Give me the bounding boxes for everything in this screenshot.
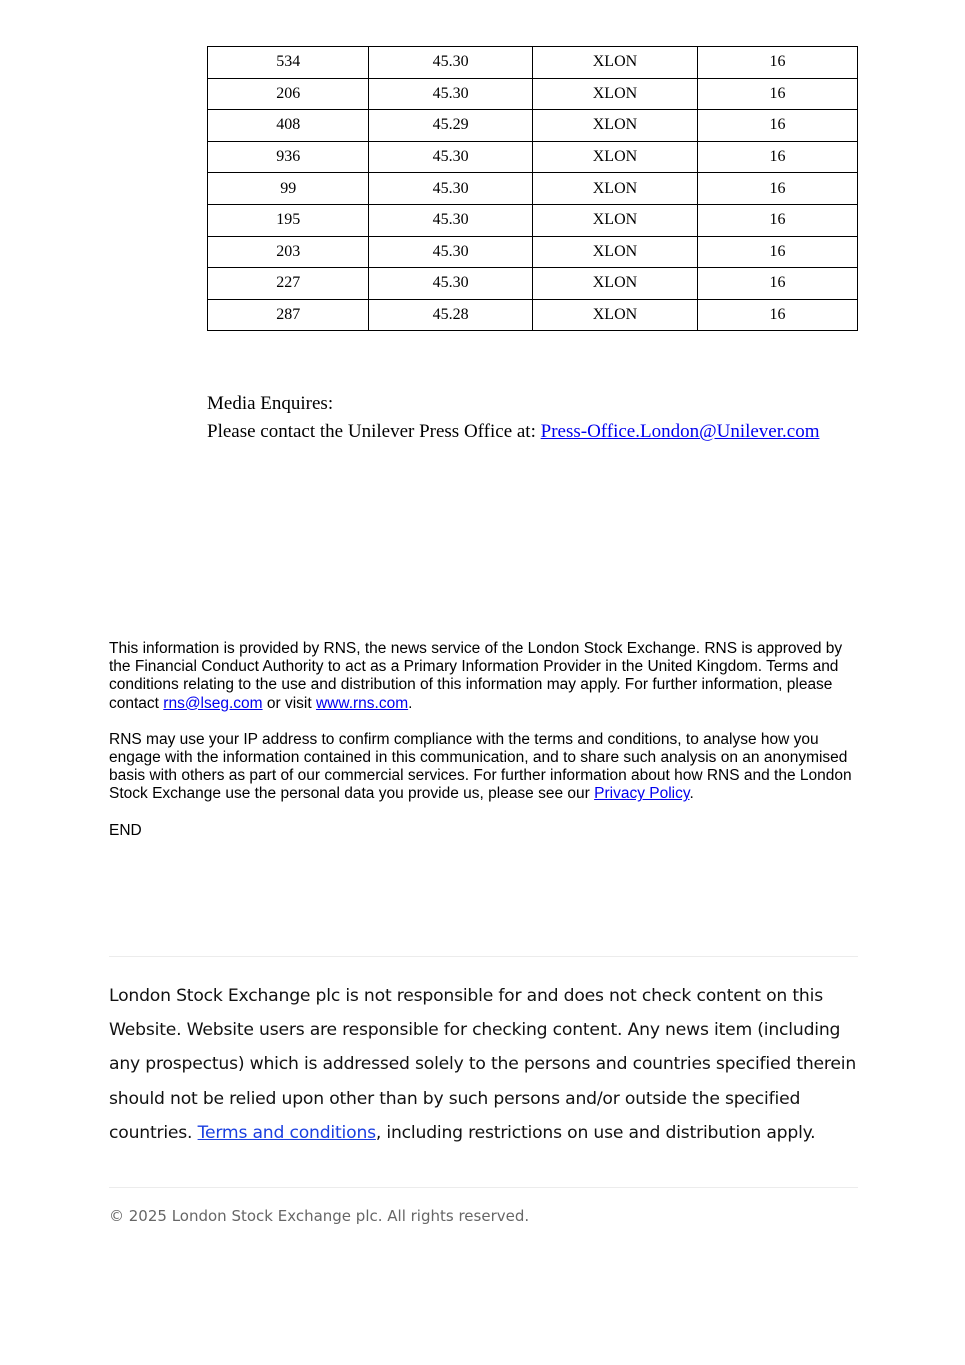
rns-p2-text: RNS may use your IP address to confirm compliance with the terms and conditions, to analyse how you engage with the information contained in this communication, and to share such analysis on an anonymised basis with others as part of our commercial services. For further information about how RNS and the London Stock Exchange use the personal data you provide us, please see our	[109, 730, 852, 803]
table-row	[208, 173, 858, 205]
price-cell: 45.28	[369, 299, 533, 331]
time-cell: 16	[698, 78, 858, 110]
time-cell: 16	[698, 236, 858, 268]
end-label: END	[109, 821, 142, 839]
disclaimer-suffix: , including restrictions on use and distribution apply.	[375, 1122, 816, 1143]
volume-cell: 534	[208, 47, 369, 79]
volume-cell: 206	[208, 78, 369, 110]
venue-cell: XLON	[532, 110, 697, 142]
volume-cell: 936	[208, 141, 369, 173]
table-row	[208, 204, 858, 236]
table-row	[208, 299, 858, 331]
table-row	[208, 78, 858, 110]
price-cell: 45.29	[369, 110, 533, 142]
table-row	[208, 141, 858, 173]
media-contact-prefix: Please contact the Unilever Press Office at:	[207, 421, 541, 442]
rns-p2-end: .	[689, 785, 694, 803]
time-cell: 16	[698, 299, 858, 331]
price-cell: 45.30	[369, 78, 533, 110]
volume-cell: 408	[208, 110, 369, 142]
press-office-email-link[interactable]: Press-Office.London@Unilever.com	[540, 421, 820, 442]
price-cell: 45.30	[369, 204, 533, 236]
copyright: © 2025 London Stock Exchange plc. All rights reserved.	[109, 1207, 530, 1225]
time-cell: 16	[698, 204, 858, 236]
time-cell: 16	[698, 268, 858, 300]
table-row	[208, 236, 858, 268]
venue-cell: XLON	[532, 78, 697, 110]
venue-cell: XLON	[532, 299, 697, 331]
table-row	[208, 268, 858, 300]
disclaimer-text: London Stock Exchange plc is not responsible for and does not check content on this Website. Website users are responsible for checking content. Any news item (including any prospectus) which is addressed solely to the persons and countries specified therein should not be relied upon other than by such persons and/or outside the specified countries.	[109, 986, 857, 1143]
venue-cell: XLON	[532, 204, 697, 236]
volume-cell: 99	[208, 173, 369, 205]
volume-cell: 203	[208, 236, 369, 268]
trades-table-container	[207, 46, 858, 331]
terms-and-conditions-link[interactable]: Terms and conditions	[197, 1122, 376, 1143]
venue-cell: XLON	[532, 173, 697, 205]
rns-email-link[interactable]: rns@lseg.com	[163, 694, 263, 712]
rns-p1-text: This information is provided by RNS, the news service of the London Stock Exchange. RNS is approved by the Financial Conduct Authority to act as a Primary Information Provider in the United Kingdom. Terms and conditions relating to the use and distribution of this information may apply. For further information, please contact	[109, 640, 843, 712]
volume-cell: 287	[208, 299, 369, 331]
rns-paragraph-1	[109, 640, 861, 713]
volume-cell: 195	[208, 204, 369, 236]
price-cell: 45.30	[369, 141, 533, 173]
rns-paragraph-2	[109, 731, 861, 804]
media-contact-line	[207, 418, 819, 446]
table-row	[208, 110, 858, 142]
rns-notice	[109, 640, 861, 858]
price-cell: 45.30	[369, 47, 533, 79]
price-cell: 45.30	[369, 236, 533, 268]
venue-cell: XLON	[532, 141, 697, 173]
time-cell: 16	[698, 110, 858, 142]
time-cell: 16	[698, 47, 858, 79]
rns-p1-mid: or visit	[262, 694, 316, 712]
divider-top	[109, 956, 858, 957]
venue-cell: XLON	[532, 268, 697, 300]
time-cell: 16	[698, 141, 858, 173]
price-cell: 45.30	[369, 173, 533, 205]
media-enquiries	[207, 390, 819, 446]
privacy-policy-link[interactable]: Privacy Policy	[594, 785, 690, 803]
rns-site-link[interactable]: www.rns.com	[315, 694, 409, 712]
venue-cell: XLON	[532, 47, 697, 79]
media-heading: Media Enquires:	[207, 393, 334, 414]
volume-cell: 227	[208, 268, 369, 300]
trades-table	[207, 46, 858, 331]
trades-table-body	[208, 47, 858, 331]
divider-bottom	[109, 1187, 858, 1188]
venue-cell: XLON	[532, 236, 697, 268]
lse-disclaimer	[109, 979, 861, 1150]
price-cell: 45.30	[369, 268, 533, 300]
table-row	[208, 47, 858, 79]
rns-p1-end: .	[408, 694, 413, 712]
time-cell: 16	[698, 173, 858, 205]
